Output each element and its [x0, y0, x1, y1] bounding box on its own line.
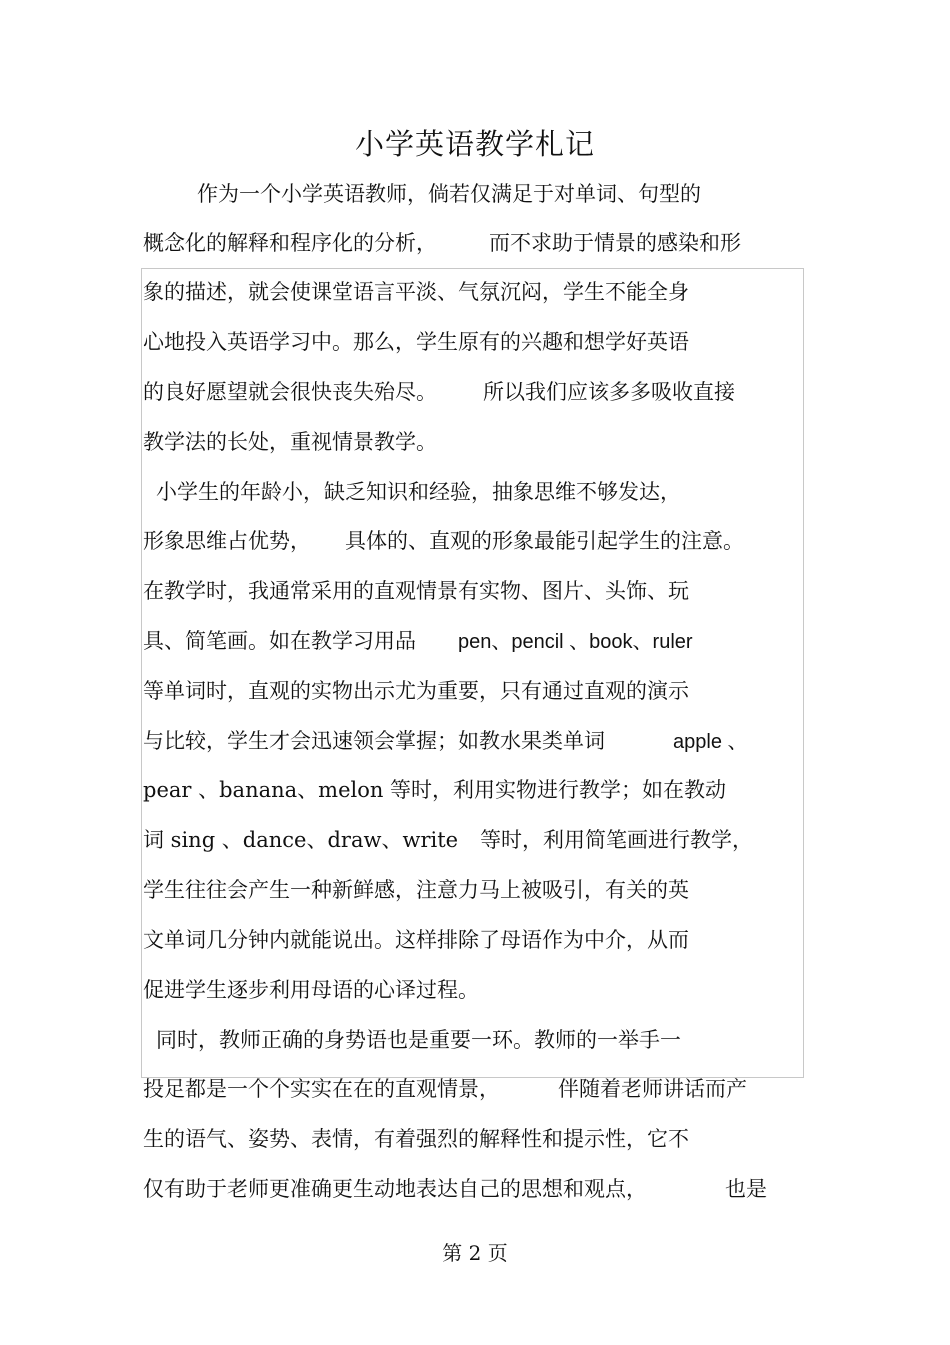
text-line: 学生往往会产生一种新鲜感，注意力马上被吸引，有关的英 [143, 878, 689, 902]
text-segment: apple 、 [673, 731, 748, 753]
text-segment: 与比较，学生才会迅速领会掌握；如教水果类单词 [143, 729, 605, 753]
text-line: 小学生的年龄小，缺乏知识和经验，抽象思维不够发达， [156, 480, 681, 504]
text-segment: 词 sing 、dance、draw、write [143, 828, 459, 852]
text-line: 同时，教师正确的身势语也是重要一环。教师的一举手一 [156, 1028, 681, 1052]
text-segment: 具、简笔画。如在教学习用品 [143, 629, 416, 653]
text-line [143, 524, 744, 558]
text-line: 等单词时，直观的实物出示尤为重要，只有通过直观的演示 [143, 679, 689, 703]
text-segment: 而不求助于情景的感染和形 [489, 231, 741, 255]
text-line [143, 1172, 767, 1206]
text-line [143, 724, 748, 758]
text-line [143, 1072, 747, 1106]
text-segment: 形象思维占优势， [143, 529, 311, 553]
text-segment: 所以我们应该多多吸收直接 [483, 380, 735, 404]
text-line [143, 375, 735, 409]
text-segment: 投足都是一个个实实在在的直观情景， [143, 1077, 500, 1101]
text-line: 文单词几分钟内就能说出。这样排除了母语作为中介，从而 [143, 928, 689, 952]
text-segment: 具体的、直观的形象最能引起学生的注意。 [345, 529, 744, 553]
text-line: 象的描述，就会使课堂语言平淡、气氛沉闷，学生不能全身 [143, 280, 689, 304]
text-line: 在教学时，我通常采用的直观情景有实物、图片、头饰、玩 [143, 579, 689, 603]
text-segment: 的良好愿望就会很快丧失殆尽。 [143, 380, 437, 404]
text-segment: 仅有助于老师更准确更生动地表达自己的思想和观点， [143, 1177, 647, 1201]
text-line [143, 226, 741, 260]
text-line: 生的语气、姿势、表情，有着强烈的解释性和提示性，它不 [143, 1127, 689, 1151]
text-line: 作为一个小学英语教师，倘若仅满足于对单词、句型的 [197, 182, 701, 206]
text-line [143, 624, 693, 658]
text-segment: 也是 [725, 1177, 767, 1201]
text-segment: 伴随着老师讲话而产 [558, 1077, 747, 1101]
page-title: 小学英语教学札记 [354, 127, 595, 161]
page-number: 第 2 页 [442, 1241, 508, 1265]
text-line: 教学法的长处，重视情景教学。 [143, 430, 437, 454]
text-segment: pen、pencil 、book、ruler [458, 631, 693, 653]
text-segment: 等时，利用简笔画进行教学， [480, 828, 754, 852]
text-line [143, 823, 753, 857]
text-line: 促进学生逐步利用母语的心译过程。 [143, 978, 479, 1002]
text-segment: 概念化的解释和程序化的分析， [143, 231, 437, 255]
text-line: 心地投入英语学习中。那么，学生原有的兴趣和想学好英语 [143, 330, 689, 354]
text-line: pear 、banana、melon 等时，利用实物进行教学；如在教动 [143, 778, 727, 802]
